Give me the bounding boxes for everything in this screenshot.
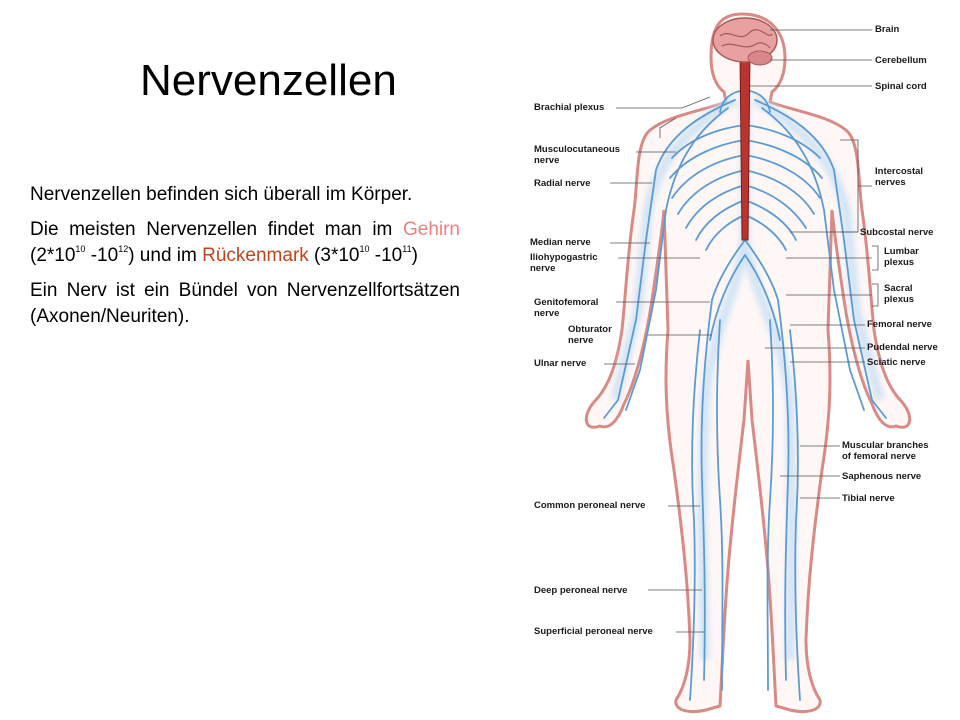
label-radial-nerve: Radial nerve xyxy=(534,178,591,189)
label-obturator-nerve: Obturator nerve xyxy=(568,324,612,346)
label-ulnar-nerve: Ulnar nerve xyxy=(534,358,587,369)
label-lumbar-plexus: Lumbar plexus xyxy=(884,246,919,268)
label-muscular-branches: Muscular branches of femoral nerve xyxy=(842,440,929,462)
label-spinal-cord: Spinal cord xyxy=(875,81,927,92)
label-brachial-plexus: Brachial plexus xyxy=(534,102,605,113)
paragraph-3: Ein Nerv ist ein Bündel von Nervenzellfortsätzen (Axonen/Neuriten). xyxy=(30,280,460,327)
exponent-2: 12 xyxy=(118,244,129,254)
label-saphenous-nerve: Saphenous nerve xyxy=(842,471,922,482)
label-superficial-peroneal-nerve: Superficial peroneal nerve xyxy=(534,626,653,637)
label-tibial-nerve: Tibial nerve xyxy=(842,493,895,504)
spinal-cord-highlight: Rückenmark xyxy=(202,245,309,266)
exponent-4: 11 xyxy=(402,244,412,254)
nervous-system-figure xyxy=(520,0,960,720)
p2-text-f: -10 xyxy=(369,245,403,266)
paragraph-2 xyxy=(30,217,460,269)
brain-highlight: Gehirn xyxy=(402,219,460,240)
label-musculocutaneous-nerve: Musculocutaneous nerve xyxy=(534,144,621,166)
label-iliohypogastric-nerve: Iliohypogastric nerve xyxy=(530,252,598,274)
slide-title: Nervenzellen xyxy=(140,56,397,105)
body-text xyxy=(30,182,460,339)
spinal-cord-shape xyxy=(740,55,750,240)
exponent-3: 10 xyxy=(359,244,370,254)
p2-text-d: ) und im xyxy=(128,245,203,266)
label-sacral-plexus: Sacral plexus xyxy=(884,283,915,305)
label-pudendal-nerve: Pudendal nerve xyxy=(867,342,938,353)
paragraph-1: Nervenzellen befinden sich überall im Körper. xyxy=(30,184,413,205)
p2-text-e: (3*10 xyxy=(308,245,360,266)
label-brain: Brain xyxy=(875,24,900,35)
p2-text-c: -10 xyxy=(85,245,119,266)
exponent-1: 10 xyxy=(75,244,86,254)
label-subcostal-nerve: Subcostal nerve xyxy=(860,227,934,238)
label-median-nerve: Median nerve xyxy=(530,237,591,248)
label-cerebellum: Cerebellum xyxy=(875,55,927,66)
label-sciatic-nerve: Sciatic nerve xyxy=(867,357,926,368)
label-femoral-nerve: Femoral nerve xyxy=(867,319,932,330)
label-deep-peroneal-nerve: Deep peroneal nerve xyxy=(534,585,628,596)
label-genitofemoral-nerve: Genitofemoral nerve xyxy=(534,297,599,319)
p2-text-b: (2*10 xyxy=(30,245,76,266)
label-intercostal-nerves: Intercostal nerves xyxy=(875,166,924,188)
p2-text-a: Die meisten Nervenzellen findet man im xyxy=(30,219,403,240)
label-common-peroneal-nerve: Common peroneal nerve xyxy=(534,500,646,511)
p2-text-g: ) xyxy=(411,245,418,266)
